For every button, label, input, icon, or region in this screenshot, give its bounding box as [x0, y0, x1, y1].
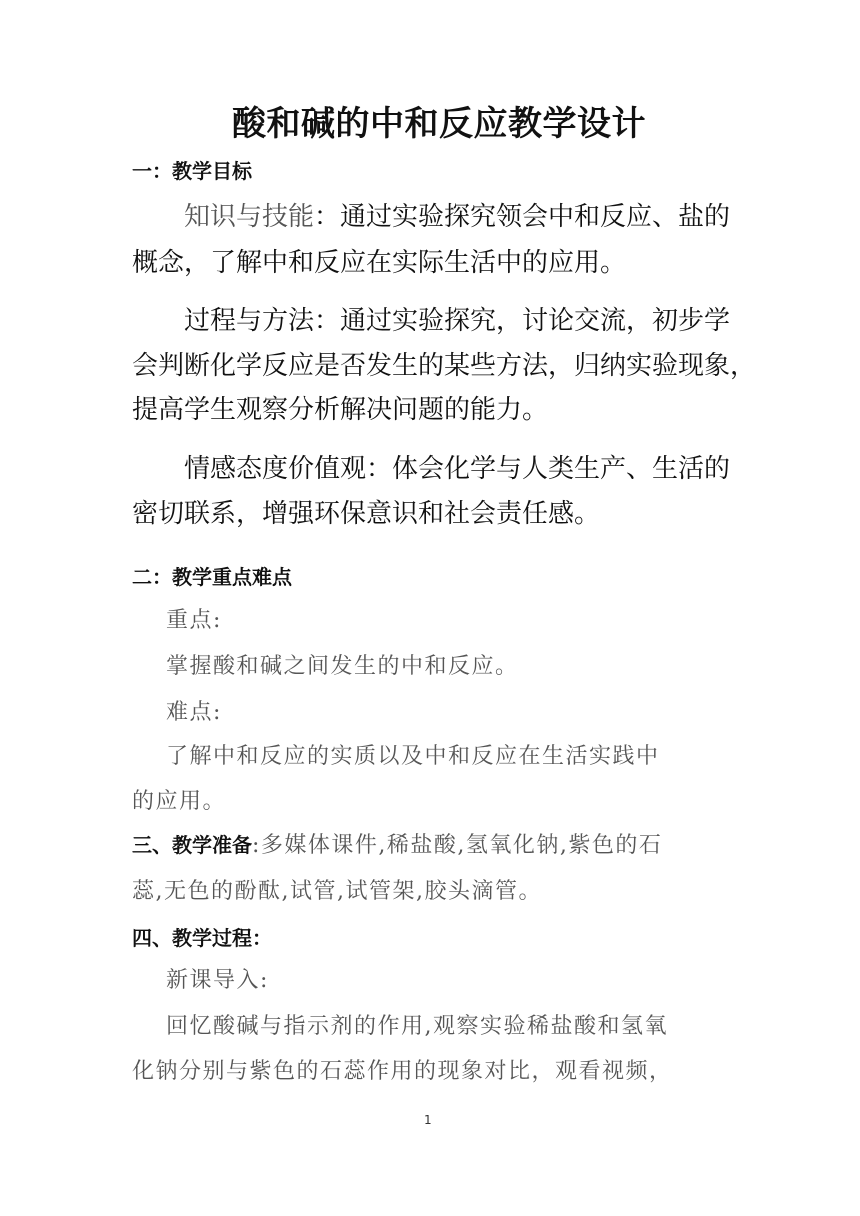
emotion-values-line-2: 密切联系，增强环保意识和社会责任感。	[132, 499, 601, 529]
difficulty-label: 难点:	[166, 700, 222, 725]
preparation-line-2: 蕊,无色的酚酞,试管,试管架,胶头滴管。	[132, 879, 542, 904]
difficulty-text-line-2: 的应用。	[132, 789, 227, 814]
preparation-text: :多媒体课件,稀盐酸,氢氧化钠,紫色的石	[252, 833, 663, 858]
process-methods-line-1: 过程与方法：通过实验探究，讨论交流，初步学	[184, 306, 731, 336]
new-lesson-intro-line-1: 回忆酸碱与指示剂的作用,观察实验稀盐酸和氢氧	[166, 1014, 668, 1039]
knowledge-skills-label: 知识与技能	[184, 202, 315, 232]
new-lesson-intro-line-2: 化钠分别与紫色的石蕊作用的现象对比，观看视频，	[132, 1059, 673, 1084]
document-title: 酸和碱的中和反应教学设计	[232, 104, 646, 144]
key-point-label: 重点:	[166, 608, 222, 633]
new-lesson-intro-label: 新课导入:	[166, 968, 269, 993]
section-heading-process: 四、教学过程：	[132, 926, 272, 950]
difficulty-text-line-1: 了解中和反应的实质以及中和反应在生活实践中	[166, 744, 660, 769]
section-heading-objectives: 一：教学目标	[132, 159, 252, 183]
page-number: 1	[424, 1113, 432, 1127]
knowledge-skills-line-2: 概念，了解中和反应在实际生活中的应用。	[132, 248, 627, 278]
knowledge-skills-text: ：通过实验探究领会中和反应、盐的	[314, 202, 731, 232]
process-methods-line-2: 会判断化学反应是否发生的某些方法，归纳实验现象，	[132, 351, 757, 381]
process-methods-line-3: 提高学生观察分析解决问题的能力。	[132, 395, 549, 425]
key-point-text: 掌握酸和碱之间发生的中和反应。	[166, 654, 519, 679]
knowledge-skills-line-1	[184, 204, 730, 230]
section-heading-key-points: 二：教学重点难点	[132, 565, 292, 589]
emotion-values-line-1: 情感态度价值观：体会化学与人类生产、生活的	[184, 454, 731, 484]
preparation-line-1	[132, 835, 662, 857]
section-heading-preparation: 三、教学准备	[132, 833, 252, 857]
